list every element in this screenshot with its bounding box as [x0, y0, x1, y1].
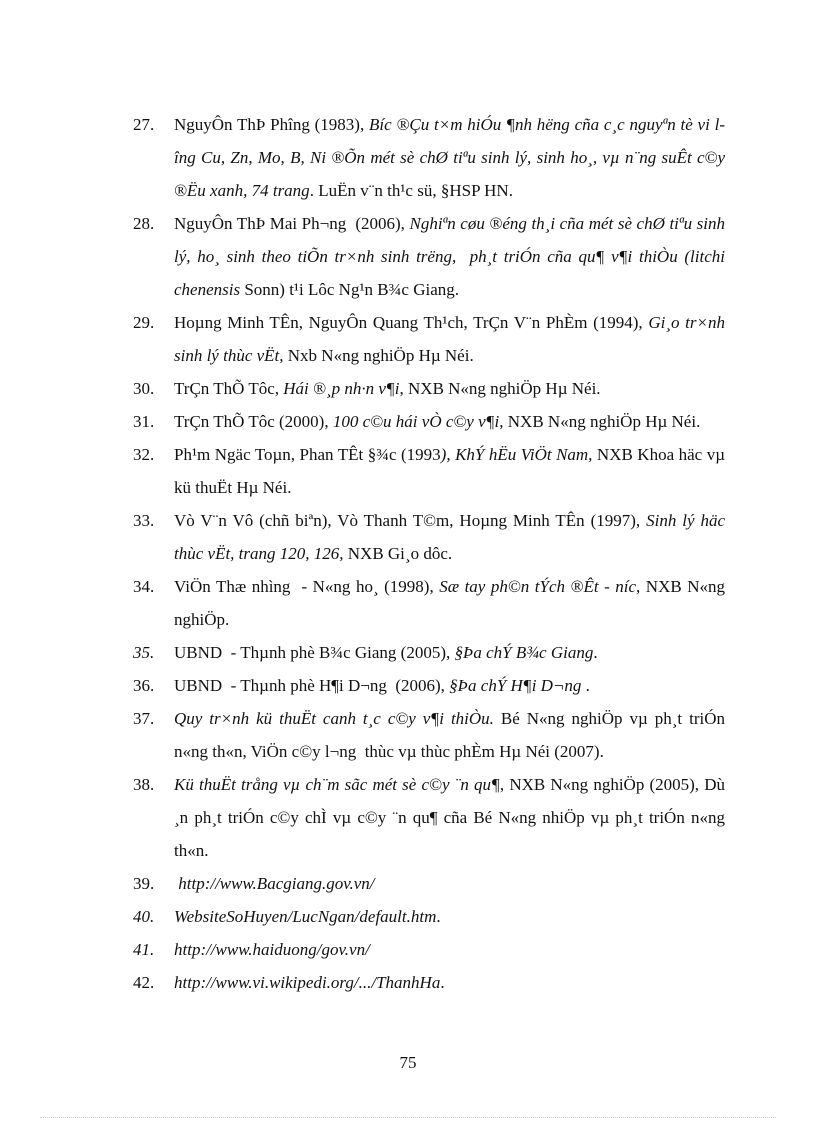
reference-item — [133, 867, 725, 900]
reference-item — [133, 306, 730, 372]
reference-number: 34. — [133, 577, 155, 596]
reference-item — [133, 570, 730, 636]
reference-item — [133, 669, 725, 702]
reference-text: NguyÔn ThÞ Mai Ph¬ng (2006), — [174, 214, 410, 233]
reference-text: , NXB N«ng nghiÖp Hµ Néi. — [499, 412, 701, 431]
reference-number: 37. — [133, 709, 155, 728]
reference-number: 42. — [133, 973, 155, 992]
reference-text: Hoµng Minh TÊn, NguyÔn Quang Th¹ch, TrÇn V¨n PhÈm (1994), — [174, 313, 649, 332]
reference-number: 35. — [133, 643, 155, 662]
reference-number: 36. — [133, 676, 155, 695]
reference-text: Bé N«ng nghiÖp vµ ph¸t triÓn n«ng th«n, ViÖn c©y l¬ng thùc vµ thùc phÈm Hµ Néi (2007). — [174, 709, 730, 761]
reference-text: Vò V¨n Vô (chñ biªn), Vò Thanh T©m, Hoµng Minh TÊn (1997), — [174, 511, 647, 530]
reference-title-text: ), KhÝ hËu ViÖt Nam, — [440, 445, 593, 464]
reference-number: 29. — [133, 313, 155, 332]
reference-text: . — [593, 643, 598, 662]
reference-text: ViÖn Thæ nhìng - N«ng ho¸ (1998), — [174, 577, 440, 596]
reference-title-text: 100 c©u hái vÒ c©y v¶i — [332, 412, 500, 431]
reference-title-text: http://www.vi.wikipedi.org/.../ThanhHa — [174, 973, 441, 992]
reference-item — [133, 372, 725, 405]
reference-text: TrÇn ThÕ Tôc (2000), — [174, 412, 333, 431]
reference-title-text: Sinh lý häc thùc vËt, trang 120, 126, — [174, 511, 730, 563]
reference-item — [133, 207, 730, 306]
reference-title-text: Quy tr×nh kü thuËt canh t¸c c©y v¶i thiÒu. — [174, 709, 494, 728]
reference-title-text: Nghiªn cøu ®éng th¸i cña mét sè chØ tiªu sinh lý, ho¸ sinh theo tiÕn tr×nh sinh trëng, ph¸t triÓn cña qu¶ v¶i thiÒu (litchi chenensis — [174, 214, 730, 299]
reference-item — [133, 768, 730, 867]
reference-text: NXB Gi¸o dôc. — [343, 544, 453, 563]
reference-item — [133, 933, 725, 966]
reference-number: 30. — [133, 379, 155, 398]
reference-title-text: WebsiteSoHuyen/LucNgan/default.htm — [174, 907, 437, 926]
reference-number: 41. — [133, 940, 155, 959]
reference-item — [133, 702, 730, 768]
reference-number: 28. — [133, 214, 155, 233]
reference-item — [133, 966, 725, 999]
reference-number: 38. — [133, 775, 155, 794]
reference-title-text: §Þa chÝ B¾c Giang — [454, 643, 594, 662]
reference-text: . LuËn v¨n th¹c sü, §HSP HN. — [309, 181, 513, 200]
reference-number: 39. — [133, 874, 155, 893]
reference-title-text: §Þa chÝ H¶i D¬ng — [449, 676, 582, 695]
reference-item — [133, 108, 730, 207]
reference-text: Nxb N«ng nghiÖp Hµ Néi. — [283, 346, 474, 365]
reference-text: Ph¹m Ngäc Toµn, Phan TÊt §¾c (1993 — [174, 445, 441, 464]
reference-title-text: http://www.haiduong/gov.vn/ — [174, 940, 370, 959]
page-number: 75 — [399, 1053, 417, 1072]
reference-text: NXB Khoa häc vµ kü thuËt Hµ Néi. — [174, 445, 730, 497]
reference-title-text: Gi¸o tr×nh sinh lý thùc vËt, — [174, 313, 730, 365]
reference-number: 33. — [133, 511, 155, 530]
reference-text: TrÇn ThÕ Tôc, — [174, 379, 284, 398]
reference-title-text: Sæ tay ph©n tÝch ®Êt - níc — [439, 577, 637, 596]
reference-text: , NXB N«ng nghiÖp (2005), Dù ¸n ph¸t triÓn c©y chÌ vµ c©y ¨n qu¶ cña Bé N«ng nhiÖp vµ ph¸t triÓn n«ng th«n. — [174, 775, 730, 860]
reference-number: 40. — [133, 907, 155, 926]
reference-title-text: Bíc ®Çu t×m hiÓu ¶nh hëng cña c¸c nguyªn tè vi lîng Cu, Zn, Mo, B, Ni ®Õn mét sè chØ tiªu sinh lý, sinh ho¸, vµ n¨ng suÊt c©y ®Ëu xanh, 74 trang — [174, 115, 730, 200]
reference-text: , NXB N«ng nghiÖp. — [174, 577, 730, 629]
reference-item — [133, 900, 725, 933]
reference-item — [133, 438, 730, 504]
reference-text: Sonn) t¹i Lôc Ng¹n B¾c Giang. — [244, 280, 459, 299]
reference-text: NguyÔn ThÞ Phîng (1983), — [174, 115, 370, 134]
reference-item — [133, 636, 725, 669]
reference-number: 27. — [133, 115, 155, 134]
reference-text: , NXB N«ng nghiÖp Hµ Néi. — [399, 379, 601, 398]
reference-title-text: http://www.Bacgiang.gov.vn/ — [174, 874, 375, 893]
reference-text: . — [436, 907, 441, 926]
reference-text: . — [581, 676, 590, 695]
reference-title-text: Hái ®¸p nh·n v¶i — [283, 379, 400, 398]
reference-number: 31. — [133, 412, 155, 431]
reference-number: 32. — [133, 445, 155, 464]
reference-text: . — [440, 973, 445, 992]
reference-title-text: Kü thuËt trång vµ ch¨m sãc mét sè c©y ¨n qu¶ — [174, 775, 500, 794]
reference-text: UBND - Thµnh phè B¾c Giang (2005), — [174, 643, 455, 662]
reference-text: UBND - Thµnh phè H¶i D¬ng (2006), — [174, 676, 450, 695]
page-bottom-dotted-rule — [40, 1117, 776, 1118]
reference-item — [133, 405, 725, 438]
reference-list — [133, 108, 730, 999]
reference-item — [133, 504, 730, 570]
